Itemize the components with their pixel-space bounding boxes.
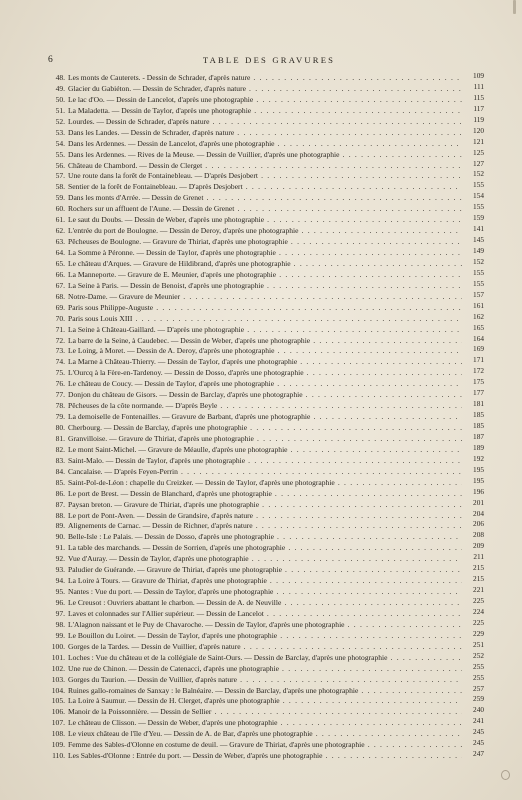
entry-page: 164 — [473, 333, 484, 343]
entry-title: La Seine à Paris. — Dessin de Benoist, d'après une photographie . . . — [68, 281, 462, 292]
entry-number: 78. — [55, 401, 65, 411]
entry-page: 201 — [473, 497, 484, 507]
entry-page: 240 — [473, 705, 484, 715]
entry-title: La Loire à Tours. — Gravure de Thiriat, d'après une photographie . . . — [68, 576, 462, 587]
entry-page: 189 — [473, 442, 484, 452]
entry-title: Le château de Coucy. — Dessin de Taylor, d'après une photographie . . . — [68, 379, 462, 390]
entry-number: 89. — [55, 521, 65, 531]
entry-title: La Seine à Château-Gaillard. — D'après une photographie . . . — [68, 325, 462, 336]
entry-page: 159 — [473, 213, 484, 223]
entry-number: 81. — [55, 433, 65, 443]
entry-number: 73. — [55, 346, 65, 356]
entry-title: Paris sous Louis XIII . . . — [68, 314, 462, 325]
entry-number: 86. — [55, 488, 65, 498]
list-item — [44, 193, 484, 204]
list-item — [44, 598, 484, 609]
entry-number: 100. — [51, 641, 65, 651]
list-item — [44, 423, 484, 434]
entry-title: La Manneporte. — Gravure de E. Meunier, d'après une photographie . . . — [68, 270, 462, 281]
entry-title: Le Loing, à Moret. — Dessin de A. Deroy, d'après une photographie . . . — [68, 346, 462, 357]
entry-page: 155 — [473, 202, 484, 212]
entry-title: La Marne à Château-Thierry. — Dessin de Taylor, d'après une photographie . . . — [68, 357, 462, 368]
entry-page: 109 — [473, 71, 484, 80]
entry-title: La Maladetta. — Dessin de Taylor, d'après une photographie . . . — [68, 106, 462, 117]
entry-page: 204 — [473, 508, 484, 518]
list-item — [44, 543, 484, 554]
entry-page: 257 — [473, 683, 484, 693]
entry-title: Saint-Malo. — Dessin de Taylor, d'après une photographie . . . — [68, 456, 462, 467]
entry-number: 101. — [51, 652, 65, 662]
entry-title: Le port de Brest. — Dessin de Blanchard, d'après une photographie . . . — [68, 489, 462, 500]
list-item — [44, 215, 484, 226]
entry-title: Nantes : Vue du port. — Dessin de Taylor, d'après une photographie . . . — [68, 587, 462, 598]
entry-title: Cherbourg. — Dessin de Barclay, d'après une photographie . . . — [68, 423, 462, 434]
list-item — [44, 125, 484, 139]
list-item — [44, 442, 484, 456]
entry-number: 61. — [55, 215, 65, 225]
list-item — [44, 464, 484, 478]
list-item — [44, 431, 484, 445]
entry-page: 172 — [473, 366, 484, 376]
entry-title: Loches : Vue du château et de la collégiale de Saint-Ours. — Dessin de Barclay, d'après une photographie . . . — [68, 653, 462, 664]
entry-title: Belle-Isle : Le Palais. — Dessin de Dosso, d'après une photographie . . . — [68, 532, 462, 543]
entry-number: 90. — [55, 532, 65, 542]
entry-page: 245 — [473, 738, 484, 748]
list-item — [44, 248, 484, 259]
entry-number: 70. — [55, 313, 65, 323]
list-item — [44, 683, 484, 697]
list-item — [44, 379, 484, 390]
entry-title: Glacier du Gabiéton. — Dessin de Schrader, d'après nature . . . — [68, 84, 462, 95]
list-item — [44, 661, 484, 675]
list-item — [44, 707, 484, 718]
entry-page: 121 — [473, 136, 484, 146]
entry-page: 125 — [473, 147, 484, 157]
entry-page: 149 — [473, 246, 484, 255]
entry-page: 255 — [473, 661, 484, 671]
entry-title: L'entrée du port de Boulogne. — Dessin de Deroy, d'après une photographie . . . — [68, 226, 462, 237]
list-item — [44, 453, 484, 467]
entry-page: 196 — [473, 486, 484, 496]
list-item — [44, 256, 484, 270]
entry-number: 85. — [55, 477, 65, 487]
entry-number: 51. — [55, 105, 65, 115]
entry-title: Dans les monts d'Arrée. — Dessin de Grenet . . . — [68, 193, 462, 204]
entry-page: 195 — [473, 475, 484, 485]
entry-page: 229 — [473, 628, 484, 638]
entry-number: 102. — [51, 663, 65, 673]
entry-number: 68. — [55, 291, 65, 301]
list-item — [44, 532, 484, 543]
entry-number: 74. — [55, 357, 65, 367]
entry-title: Le Creusot : Ouvriers abattant le charbon. — Dessin de A. de Neuville . . . — [68, 598, 462, 609]
list-item — [44, 237, 484, 248]
list-item — [44, 267, 484, 281]
entry-number: 57. — [55, 171, 65, 181]
entry-number: 49. — [55, 83, 65, 93]
entry-title: L'Alagnon naissant et le Puy de Chavaroche. — Dessin de Taylor, d'après une photographie . . . — [68, 620, 462, 631]
list-item — [44, 73, 484, 84]
entry-number: 108. — [51, 729, 65, 739]
entry-title: La demoiselle de Fontenailles. — Gravure de Barbant, d'après une photographie . . . — [68, 412, 462, 423]
list-item — [44, 147, 484, 161]
list-item — [44, 672, 484, 686]
entry-number: 87. — [55, 499, 65, 509]
entry-page: 211 — [473, 552, 484, 562]
entry-page: 155 — [473, 267, 484, 277]
list-item — [44, 486, 484, 500]
entry-page: 157 — [473, 289, 484, 299]
list-item — [44, 696, 484, 707]
entry-number: 58. — [55, 182, 65, 192]
list-item — [44, 576, 484, 587]
list-item — [44, 278, 484, 292]
entry-number: 104. — [51, 685, 65, 695]
entry-number: 94. — [55, 576, 65, 586]
list-item — [44, 182, 484, 193]
entry-page: 225 — [473, 617, 484, 627]
entry-page: 185 — [473, 421, 484, 430]
entry-number: 99. — [55, 630, 65, 640]
entry-title: Gorges du Taurion. — Dessin de Vuillier, d'après nature . . . — [68, 675, 462, 686]
list-item — [44, 729, 484, 740]
entry-page: 215 — [473, 574, 484, 584]
entry-page: 155 — [473, 180, 484, 190]
entry-title: Alignements de Carnac. — Dessin de Richner, d'après nature . . . — [68, 521, 462, 532]
entry-number: 88. — [55, 510, 65, 520]
entry-title: Le château d'Arques. — Gravure de Hildibrand, d'après une photographie . . . — [68, 259, 462, 270]
entry-title: Les monts de Cauterets. - Dessin de Schrader, d'après nature . . . — [68, 73, 462, 84]
list-item — [44, 136, 484, 150]
entry-title: La Somme à Péronne. — Dessin de Taylor, d'après une photographie . . . — [68, 248, 462, 259]
list-item — [44, 289, 484, 303]
list-item — [44, 587, 484, 598]
list-item — [44, 617, 484, 631]
entry-number: 69. — [55, 302, 65, 312]
entry-number: 106. — [51, 707, 65, 717]
list-item — [44, 521, 484, 532]
entry-number: 55. — [55, 149, 65, 159]
entry-page: 154 — [473, 191, 484, 201]
entry-page: 175 — [473, 377, 484, 387]
entry-title: Granvilloise. — Gravure de Thiriat, d'après une photographie . . . — [68, 434, 462, 445]
entry-page: 115 — [473, 92, 484, 102]
list-item — [44, 475, 484, 489]
page-edge-mark — [513, 0, 516, 14]
list-item — [44, 606, 484, 620]
entry-title: Paludier de Guérande. — Gravure de Thiriat, d'après une photographie . . . — [68, 565, 462, 576]
entry-page: 171 — [473, 355, 484, 365]
entry-page: 119 — [473, 114, 484, 124]
entry-number: 92. — [55, 554, 65, 564]
entry-title: Le port de Pont-Aven. — Dessin de Grandsire, d'après nature . . . — [68, 511, 462, 522]
entry-number: 83. — [55, 455, 65, 465]
page-title: TABLE DES GRAVURES — [202, 55, 336, 65]
entry-number: 82. — [55, 444, 65, 454]
entry-number: 105. — [51, 696, 65, 706]
entry-title: Paris sous Philippe-Auguste . . . — [68, 303, 462, 314]
list-item — [44, 565, 484, 576]
list-item — [44, 171, 484, 182]
list-item — [44, 103, 484, 117]
entry-page: 215 — [473, 563, 484, 573]
list-item — [44, 81, 484, 95]
entry-title: Sentier de la forêt de Fontainebleau. — D'après Desjobert . . . — [68, 182, 462, 193]
list-item — [44, 508, 484, 522]
entry-number: 79. — [55, 412, 65, 422]
list-item — [44, 357, 484, 368]
entry-number: 107. — [51, 718, 65, 728]
entry-title: Gorges de la Tardes. — Dessin de Vuillier, d'après nature . . . — [68, 642, 462, 653]
entry-page: 208 — [473, 530, 484, 540]
entry-page: 251 — [473, 639, 484, 649]
entry-page: 192 — [473, 453, 484, 463]
entry-title: L'Ourcq à la Fère-en-Tardenoy. — Dessin de Dosso, d'après une photographie . . . — [68, 368, 462, 379]
entry-page: 224 — [473, 606, 484, 616]
entry-number: 60. — [55, 204, 65, 214]
entry-title: Le lac d'Oo. — Dessin de Lancelot, d'après une photographie . . . — [68, 95, 462, 106]
list-item — [44, 401, 484, 412]
entry-page: 206 — [473, 519, 484, 529]
entry-number: 97. — [55, 608, 65, 618]
entry-number: 64. — [55, 248, 65, 257]
list-item — [44, 751, 484, 762]
list-item — [44, 346, 484, 357]
entry-number: 62. — [55, 226, 65, 236]
entry-title: La table des marchands. — Dessin de Sorrien, d'après une photographie . . . — [68, 543, 462, 554]
entry-number: 52. — [55, 116, 65, 126]
entry-page: 259 — [473, 694, 484, 704]
list-item — [44, 333, 484, 347]
entry-number: 48. — [55, 73, 65, 82]
list-item — [44, 718, 484, 729]
entry-number: 54. — [55, 138, 65, 148]
list-item — [44, 158, 484, 172]
entry-title: Le Bouillon du Loiret. — Dessin de Taylor, d'après une photographie . . . — [68, 631, 462, 642]
entry-title: Saint-Pol-de-Léon : chapelle du Creizker. — Dessin de Taylor, d'après une photographie . . . — [68, 478, 462, 489]
entry-page: 245 — [473, 727, 484, 737]
entry-page: 165 — [473, 322, 484, 332]
entry-number: 63. — [55, 237, 65, 247]
entry-page: 152 — [473, 169, 484, 179]
list-item — [44, 554, 484, 565]
entry-title: Ruines gallo-romaines de Sanxay : le Balnéaire. — Dessin de Barclay, d'après une photographie . . . — [68, 686, 462, 697]
entry-number: 93. — [55, 565, 65, 575]
list-item — [44, 322, 484, 336]
entry-number: 95. — [55, 587, 65, 597]
list-item — [44, 628, 484, 642]
list-item — [44, 226, 484, 237]
entry-title: Pêcheuses de la côte normande. — D'après Beyle . . . — [68, 401, 462, 412]
entry-page: 155 — [473, 278, 484, 288]
page-header — [48, 55, 490, 67]
entry-number: 76. — [55, 379, 65, 389]
entry-number: 50. — [55, 94, 65, 104]
entry-number: 65. — [55, 258, 65, 268]
entry-number: 109. — [51, 740, 65, 750]
entry-title: Dans les Landes. — Dessin de Schrader, d'après nature . . . — [68, 128, 462, 139]
entry-title: Le mont Saint-Michel. — Gravure de Méaulle, d'après une photographie . . . — [68, 445, 462, 456]
list-item — [44, 639, 484, 653]
entry-page: 111 — [473, 81, 484, 91]
entry-title: Le saut du Doubs. — Dessin de Weber, d'après une photographie . . . — [68, 215, 462, 226]
entry-number: 110. — [52, 751, 65, 761]
entry-page: 225 — [473, 596, 484, 605]
entry-page: 162 — [473, 311, 484, 321]
entry-number: 91. — [55, 543, 65, 553]
entry-title: Femme des Sables-d'Olonne en costume de deuil. — Gravure de Thiriat, d'après une photographie . . . — [68, 740, 462, 751]
entry-number: 96. — [55, 598, 65, 607]
entry-page: 117 — [473, 103, 484, 113]
entry-title: Dans les Ardennes. — Rives de la Meuse. — Dessin de Vuillier, d'après une photographie . . . — [68, 150, 462, 161]
list-item — [44, 497, 484, 511]
entry-page: 120 — [473, 125, 484, 135]
entry-title: Vue d'Auray. — Dessin de Taylor, d'après une photographie . . . — [68, 554, 462, 565]
list-item — [44, 204, 484, 215]
entry-title: Pêcheuses de Boulogne. — Gravure de Thiriat, d'après une photographie . . . — [68, 237, 462, 248]
entry-number: 53. — [55, 127, 65, 137]
entry-title: Une route dans la forêt de Fontainebleau. — D'après Desjobert . . . — [68, 171, 462, 182]
entry-title: Manoir de la Poissonnière. — Dessin de Sellier . . . — [68, 707, 462, 718]
list-item — [44, 412, 484, 423]
entry-page: 195 — [473, 464, 484, 474]
entry-page: 141 — [473, 224, 484, 234]
entry-title: Dans les Ardennes. — Dessin de Lancelot, d'après une photographie . . . — [68, 139, 462, 150]
list-item — [44, 311, 484, 325]
entry-title: La Loire à Saumur. — Dessin de H. Clerget, d'après une photographie . . . — [68, 696, 462, 707]
entry-page: 161 — [473, 300, 484, 310]
entry-page: 247 — [473, 749, 484, 759]
list-item — [44, 114, 484, 128]
list-item — [44, 92, 484, 106]
entry-title: Le château de Clisson. — Dessin de Weber, d'après une photographie . . . — [68, 718, 462, 729]
corner-mark — [501, 770, 510, 780]
entry-title: Les Sables-d'Olonne : Entrée du port. — Dessin de Weber, d'après une photographie . . . — [68, 751, 462, 762]
engravings-list — [44, 73, 484, 762]
entry-number: 59. — [55, 193, 65, 203]
entry-page: 252 — [473, 650, 484, 660]
entry-title: Notre-Dame. — Gravure de Meunier . . . — [68, 292, 462, 303]
entry-page: 152 — [473, 256, 484, 266]
entry-number: 84. — [55, 466, 65, 476]
entry-page: 169 — [473, 344, 484, 354]
entry-title: Lourdes. — Dessin de Schrader, d'après nature . . . — [68, 117, 462, 128]
entry-page: 209 — [473, 541, 484, 551]
entry-page: 255 — [473, 672, 484, 682]
list-item — [44, 390, 484, 401]
list-item — [44, 650, 484, 664]
list-item — [44, 300, 484, 314]
entry-number: 77. — [55, 390, 65, 400]
entry-title: Une rue de Chinon. — Dessin de Catenacci, d'après une photographie . . . — [68, 664, 462, 675]
entry-number: 66. — [55, 269, 65, 279]
entry-title: Laves et colonnades sur l'Allier supérieur. — Dessin de Lancelot . . . — [68, 609, 462, 620]
entry-title: Donjon du château de Gisors. — Dessin de Barclay, d'après une photographie . . . — [68, 390, 462, 401]
entry-number: 103. — [51, 674, 65, 684]
entry-title: Cancalaise. — D'après Feyen-Perrin . . . — [68, 467, 462, 478]
entry-number: 56. — [55, 160, 65, 170]
entry-number: 80. — [55, 423, 65, 432]
entry-page: 187 — [473, 431, 484, 441]
entry-page: 241 — [473, 716, 484, 726]
entry-page: 185 — [473, 410, 484, 420]
list-item — [44, 740, 484, 751]
entry-page: 181 — [473, 399, 484, 409]
entry-title: La barre de la Seine, à Caudebec. — Dessin de Weber, d'après une photographie . . . — [68, 336, 462, 347]
entry-page: 145 — [473, 235, 484, 245]
entry-number: 98. — [55, 619, 65, 629]
entry-number: 75. — [55, 368, 65, 378]
entry-number: 71. — [55, 324, 65, 334]
entry-title: Le vieux château de l'île d'Yeu. — Dessin de A. de Bar, d'après une photographie . . . — [68, 729, 462, 740]
entry-number: 67. — [55, 280, 65, 290]
list-item — [44, 368, 484, 379]
entry-title: Château de Chambord. — Dessin de Clerget . . . — [68, 161, 462, 172]
entry-page: 127 — [473, 158, 484, 168]
entry-page: 177 — [473, 388, 484, 398]
entry-number: 72. — [55, 335, 65, 345]
entry-title: Rochers sur un affluent de l'Aune. — Dessin de Grenet . . . — [68, 204, 462, 215]
page-number: 6 — [48, 55, 53, 65]
entry-page: 221 — [473, 585, 484, 595]
entry-title: Paysan breton. — Gravure de Thiriat, d'après une photographie . . . — [68, 500, 462, 511]
